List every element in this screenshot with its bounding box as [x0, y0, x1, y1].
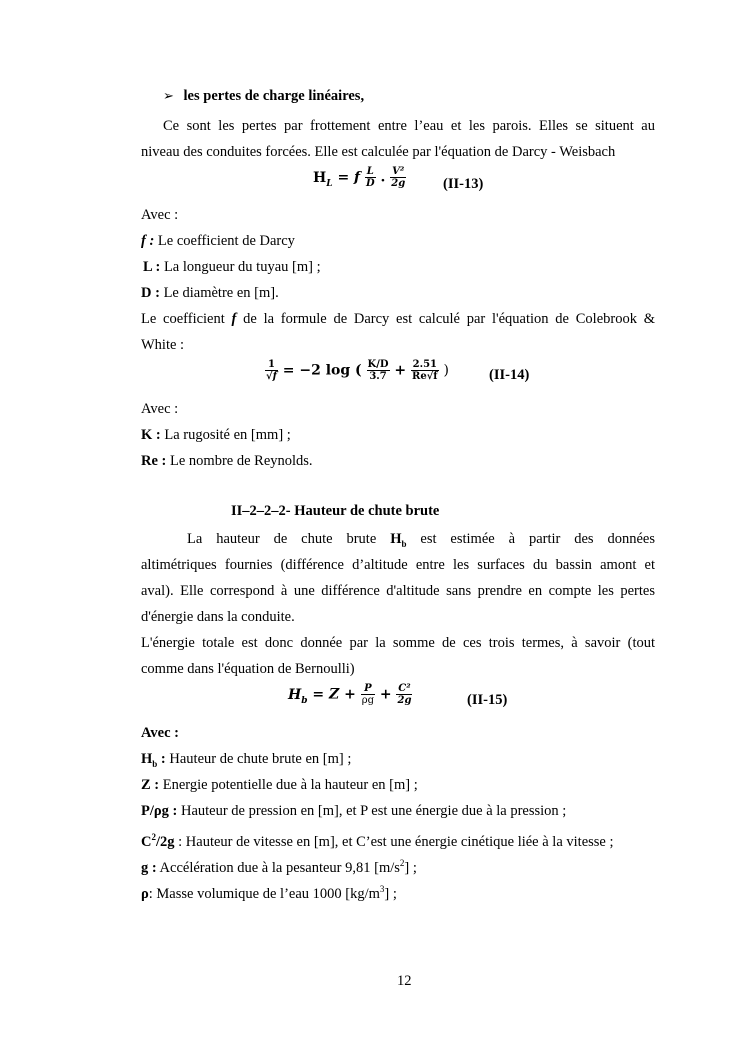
equation-ii-14: $\frac{1}{√f}$ = −2 log ( $\frac{K/D}{3.7}$ + $\frac{2.51}{Re√f}$ ): [266, 359, 449, 382]
para1-line2: niveau des conduites forcées. Elle est calculée par l'équation de Darcy - Weisbach: [141, 144, 616, 160]
section-heading: II–2–2–2- Hauteur de chute brute: [231, 503, 440, 519]
defs1-avec: Avec :: [141, 207, 179, 223]
eq13-frac-v2-over-2g: $\frac{\text{V²}}{2g}$: [391, 166, 406, 189]
para4-line2: comme dans l'équation de Bernoulli): [141, 661, 355, 677]
eq14-frac-k-over-d: $\frac{K/D}{3.7}$: [367, 359, 389, 382]
eq15-frac-c2-over-2g: $\frac{\text{C²}}{2g}$: [397, 683, 412, 706]
arrow-bullet-icon: ➢: [163, 88, 174, 103]
eq14-frac-1-over-sqrt-f: $\frac{1}{√f}$: [266, 359, 277, 382]
def-f: f : Le coefficient de Darcy: [141, 233, 295, 249]
page-number: 12: [397, 973, 412, 989]
bullet-title: les pertes de charge linéaires,: [183, 88, 365, 104]
para3-line1: La hauteur de chute brute $H_b$ est estimée à partir des données: [187, 531, 655, 549]
para3-line2: altimétriques fournies (différence d’altitude entre les surfaces du bassin amont et: [141, 557, 655, 573]
para2-line1: Le coefficient f de la formule de Darcy est calculé par l'équation de Colebrook &: [141, 311, 655, 327]
para2-line2: White :: [141, 337, 185, 353]
bullet-heading: [163, 88, 364, 105]
eq13-label: (II-13): [443, 176, 484, 192]
eq14-label: (II-14): [489, 367, 530, 383]
def-Hb: $H_b$ : Hauteur de chute brute en [m] ;: [141, 751, 352, 769]
def-P-rho-g: P/ρg : Hauteur de pression en [m], et P est une énergie due à la pression ;: [141, 803, 567, 819]
def-g: g : Accélération due à la pesanteur 9,81 $[m/s^2]$ ;: [141, 858, 417, 876]
para3-line4: d'énergie dans la conduite.: [141, 609, 295, 625]
def-C2-2g: $C^2/2g$ : Hauteur de vitesse en [m], et C’est une énergie cinétique liée à la vitesse ;: [141, 832, 614, 850]
eq13-f: f: [354, 169, 361, 186]
eq13-lhs: $H_L$: [313, 169, 333, 189]
def-K: K : La rugosité en [mm] ;: [141, 427, 291, 443]
eq15-lhs: $H_b$: [288, 686, 308, 706]
equation-ii-13: $H_L = f$ $\frac{L}{D}$ . $\frac{\text{V²}}{2g}$: [313, 166, 406, 189]
eq15-label: (II-15): [467, 692, 508, 708]
eq15-frac-p-over-rho-g: $\frac{P}{\rho g}$: [361, 683, 374, 706]
def-Z: Z : Energie potentielle due à la hauteur en [m] ;: [141, 777, 418, 793]
eq14-frac-reynolds: $\frac{2.51}{Re√f}$: [412, 359, 438, 382]
para1-line1: Ce sont les pertes par frottement entre l’eau et les parois. Elles se situent au: [163, 118, 655, 134]
eq13-frac-l-over-d: $\frac{L}{D}$: [365, 166, 375, 189]
equation-ii-15: $H_b = Z$ + $\frac{P}{\rho g}$ + $\frac{\text{C²}}{2g}$: [288, 683, 412, 706]
defs2-avec: Avec :: [141, 401, 179, 417]
def-Re: Re : Le nombre de Reynolds.: [141, 453, 313, 469]
para3-line3: aval). Elle correspond à une différence d'altitude sans prendre en compte les pertes: [141, 583, 655, 599]
defs3-avec: Avec :: [141, 725, 179, 741]
def-L: L : La longueur du tuyau [m] ;: [143, 259, 321, 275]
def-rho: ρ: Masse volumique de l’eau 1000 $[kg/m^3]$ ;: [141, 884, 397, 902]
para4-line1: L'énergie totale est donc donnée par la somme de ces trois termes, à savoir (tout: [141, 635, 655, 651]
def-D: D : Le diamètre en [m].: [141, 285, 279, 301]
